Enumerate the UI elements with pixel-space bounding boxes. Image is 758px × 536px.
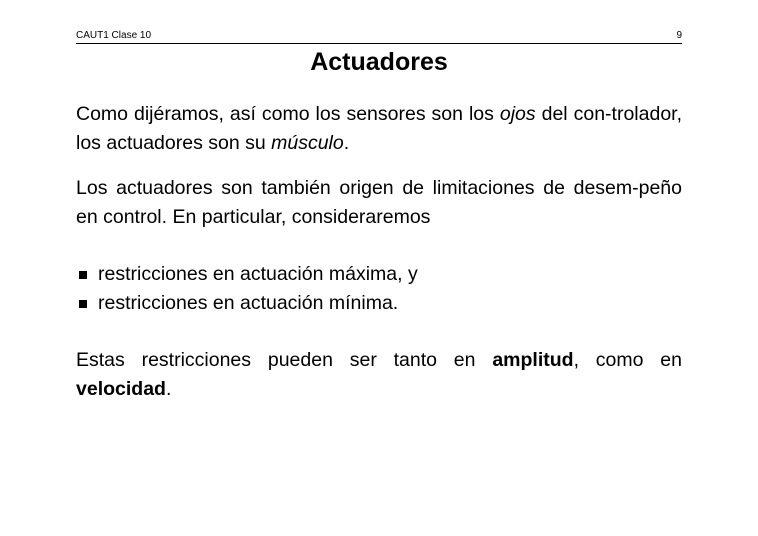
header-divider <box>76 43 682 44</box>
limitations-paragraph: Los actuadores son también origen de limitaciones de desem-peño en control. En particular, consideraremos <box>76 177 682 228</box>
intro-text-3: . <box>343 132 350 154</box>
intro-emphasis-ojos: ojos <box>499 103 536 125</box>
conclusion-bold-velocidad: velocidad <box>76 378 166 400</box>
course-label: CAUT1 Clase 10 <box>76 30 152 41</box>
conclusion-text-3: . <box>165 378 172 400</box>
list-item <box>76 260 682 289</box>
page-number: 9 <box>676 30 682 41</box>
conclusion-paragraph <box>76 346 682 404</box>
intro-text-1: Como dijéramos, así como los sensores son los <box>76 103 500 125</box>
intro-text-2: del con-trolador, los actuadores son su <box>76 103 682 154</box>
restrictions-list <box>76 260 682 318</box>
slide-title: Actuadores <box>310 48 448 76</box>
list-item-text: restricciones en actuación máxima, y <box>98 263 418 285</box>
conclusion-bold-amplitud: amplitud <box>492 349 574 371</box>
square-bullet-icon <box>79 271 87 279</box>
list-item-text: restricciones en actuación mínima. <box>98 292 399 314</box>
list-item <box>76 289 682 318</box>
intro-emphasis-musculo: músculo <box>271 132 344 154</box>
square-bullet-icon <box>79 300 87 308</box>
conclusion-text-1: Estas restricciones pueden ser tanto en <box>76 349 493 371</box>
conclusion-text-2: , como en <box>573 349 682 371</box>
intro-paragraph <box>76 100 682 158</box>
